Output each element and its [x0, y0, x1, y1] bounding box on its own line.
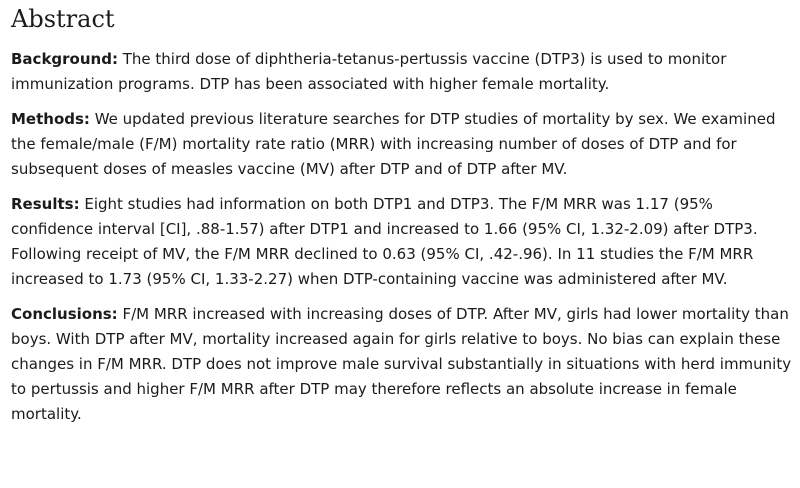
background-label: Background:	[11, 50, 118, 68]
abstract-heading: Abstract	[11, 5, 115, 33]
conclusions-text: F/M MRR increased with increasing doses of DTP. After MV, girls had lower mortality than boys. With DTP after MV, mortality increased again for girls relative to boys. No bias can explain these changes in F/M MRR. DTP does not improve male survival substantially in situations with herd immunity to pertussis and higher F/M MRR after DTP may therefore reflects an absolute increase in female mortality.	[11, 305, 792, 423]
results-paragraph	[11, 192, 793, 292]
methods-text: We updated previous literature searches for DTP studies of mortality by sex. We examined the female/male (F/M) mortality rate ratio (MRR) with increasing number of doses of DTP and for subsequent doses of measles vaccine (MV) after DTP and of DTP after MV.	[11, 110, 776, 178]
results-label: Results:	[11, 195, 80, 213]
conclusions-label: Conclusions:	[11, 305, 118, 323]
conclusions-paragraph	[11, 302, 793, 427]
abstract-container	[11, 0, 793, 427]
results-text: Eight studies had information on both DTP1 and DTP3. The F/M MRR was 1.17 (95% confidence interval [CI], .88-1.57) after DTP1 and increased to 1.66 (95% CI, 1.32-2.09) after DTP3. Following receipt of MV, the F/M MRR declined to 0.63 (95% CI, .42-.96). In 11 studies the F/M MRR increased to 1.73 (95% CI, 1.33-2.27) when DTP-containing vaccine was administered after MV.	[11, 195, 758, 288]
background-text: The third dose of diphtheria-tetanus-pertussis vaccine (DTP3) is used to monitor immunization programs. DTP has been associated with higher female mortality.	[11, 50, 727, 93]
methods-paragraph	[11, 107, 793, 182]
background-paragraph	[11, 47, 793, 97]
methods-label: Methods:	[11, 110, 90, 128]
